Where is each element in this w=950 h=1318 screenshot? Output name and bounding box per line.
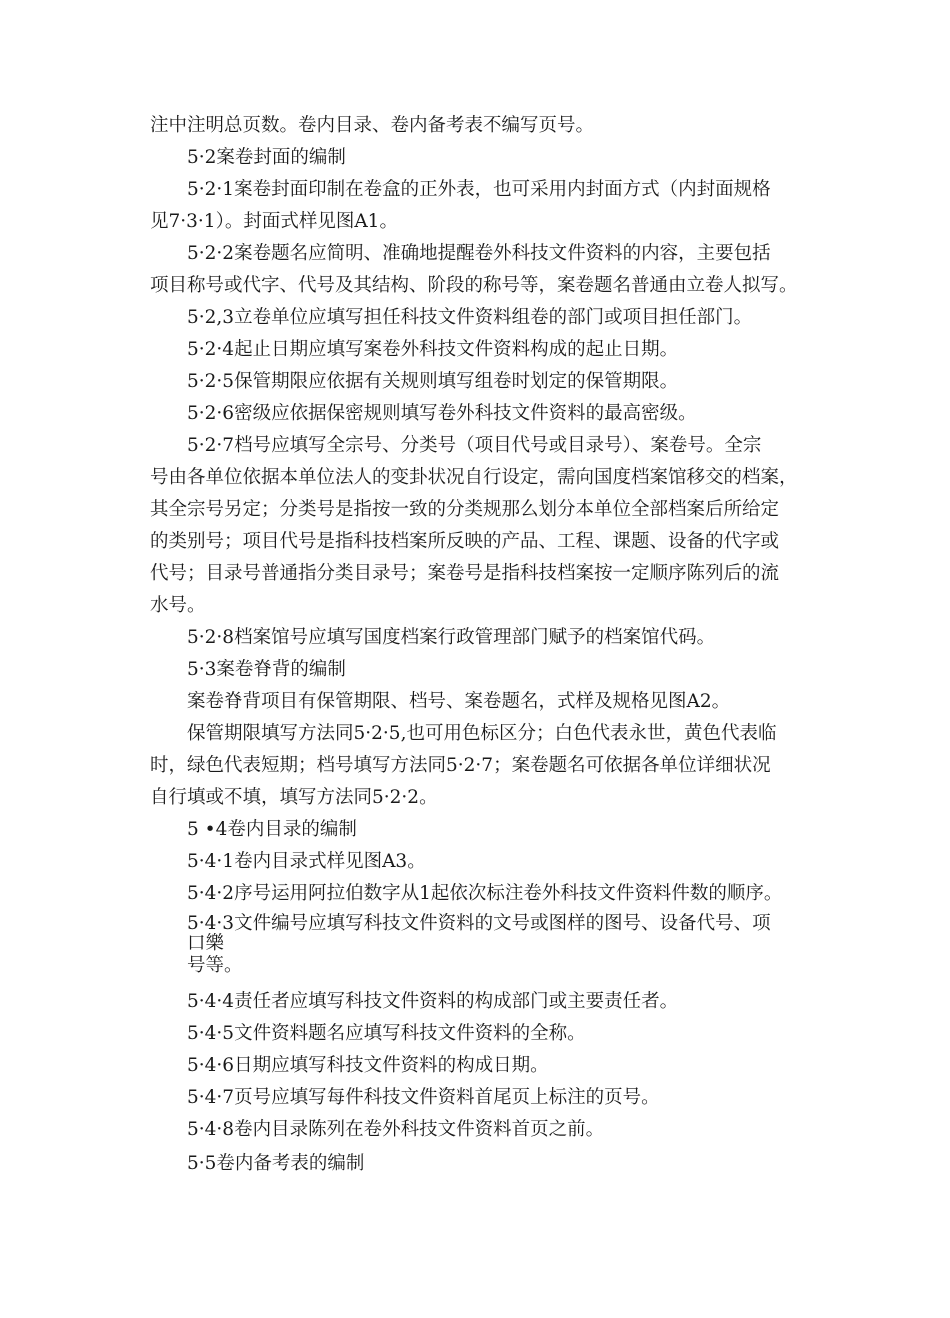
section-heading: 5·5卷内备考表的编制 <box>187 1153 365 1174</box>
text-line: 自行填或不填，填写方法同5·2·2。 <box>150 787 438 808</box>
text-line: 的类别号；项目代号是指科技档案所反映的产品、工程、课题、设备的代字或 <box>150 531 780 552</box>
text-line: 案卷脊背项目有保管期限、档号、案卷题名，式样及规格见图A2。 <box>187 691 731 712</box>
text-line: 5·4·6日期应填写科技文件资料的构成日期。 <box>187 1055 549 1076</box>
text-line: 5·4·8卷内目录陈列在卷外科技文件资料首页之前。 <box>187 1119 605 1140</box>
text-line: 保管期限填写方法同5·2·5,也可用色标区分；白色代表永世，黄色代表临 <box>187 723 777 744</box>
text-line: 5·2·1案卷封面印制在卷盒的正外表，也可采用内封面方式（内封面规格 <box>187 179 771 200</box>
text-line: 5·4·5文件资料题名应填写科技文件资料的全称。 <box>187 1023 586 1044</box>
text-line: 5·2·6密级应依据保密规则填写卷外科技文件资料的最高密级。 <box>187 403 697 424</box>
text-line: 5·2,3立卷单位应填写担任科技文件资料组卷的部门或项目担任部门。 <box>187 307 753 328</box>
text-line: 水号。 <box>150 595 206 616</box>
text-line: 5·2·5保管期限应依据有关规则填写组卷时划定的保管期限。 <box>187 371 679 392</box>
text-line: 见7·3·1）。封面式样见图A1。 <box>150 211 398 232</box>
text-line: 其全宗号另定；分类号是指按一致的分类规那么划分本单位全部档案后所给定 <box>150 499 780 520</box>
text-line: 5·4·3文件编号应填写科技文件资料的文号或图样的图号、设备代号、项 <box>187 913 771 934</box>
text-line: 号等。 <box>187 955 243 976</box>
section-heading: 5·3案卷脊背的编制 <box>187 659 346 680</box>
text-line: 5·4·2序号运用阿拉伯数字从1起依次标注卷外科技文件资料件数的顺序。 <box>187 883 783 904</box>
text-line: 5·2·8档案馆号应填写国度档案行政管理部门赋予的档案馆代码。 <box>187 627 716 648</box>
text-line: 5·2·4起止日期应填写案卷外科技文件资料构成的起止日期。 <box>187 339 679 360</box>
text-line: 5·2·7档号应填写全宗号、分类号（项目代号或目录号）、案卷号。全宗 <box>187 435 762 456</box>
text-line: 5·4·7页号应填写每件科技文件资料首尾页上标注的页号。 <box>187 1087 660 1108</box>
text-line: 号由各单位依据本单位法人的变卦状况自行设定，需向国度档案馆移交的档案， <box>150 467 798 488</box>
section-heading: 5·2案卷封面的编制 <box>187 147 346 168</box>
text-line: 口樂 <box>187 933 225 954</box>
section-heading: 5 •4卷内目录的编制 <box>187 819 357 840</box>
text-line: 注中注明总页数。卷内目录、卷内备考表不编写页号。 <box>150 115 595 136</box>
text-line: 5·4·4责任者应填写科技文件资料的构成部门或主要责任者。 <box>187 991 679 1012</box>
text-line: 5·2·2案卷题名应简明、准确地提醒卷外科技文件资料的内容，主要包括 <box>187 243 771 264</box>
text-line: 代号；目录号普通指分类目录号；案卷号是指科技档案按一定顺序陈列后的流 <box>150 563 780 584</box>
text-line: 项目称号或代字、代号及其结构、阶段的称号等，案卷题名普通由立卷人拟写。 <box>150 275 798 296</box>
text-line: 时，绿色代表短期；档号填写方法同5·2·7；案卷题名可依据各单位详细状况 <box>150 755 771 776</box>
text-line: 5·4·1卷内目录式样见图A3。 <box>187 851 426 872</box>
